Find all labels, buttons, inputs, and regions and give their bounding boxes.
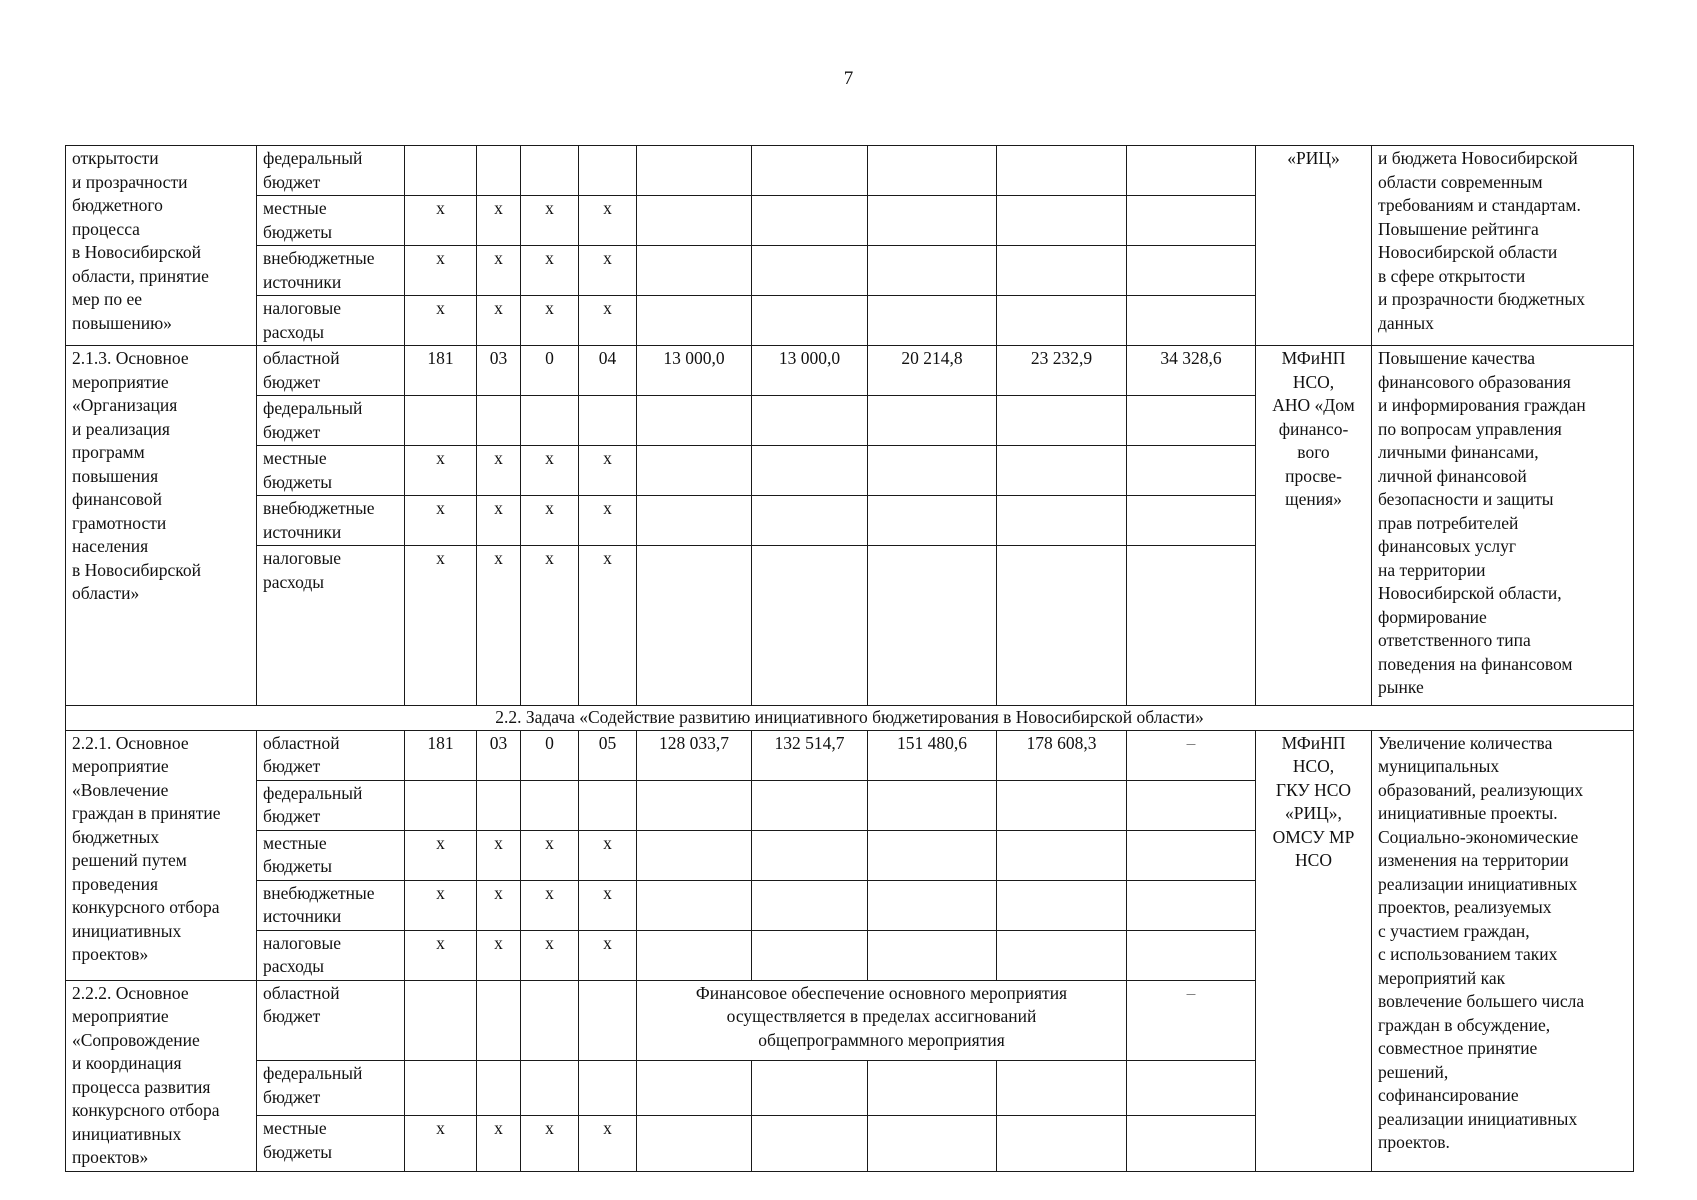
code-cell: x [521,546,579,706]
funding-source-cell: областной бюджет [257,980,405,1061]
code-cell: x [521,196,579,246]
amount-cell [868,246,997,296]
amount-cell [868,496,997,546]
amount-cell [752,1116,868,1171]
code-cell: x [579,1116,637,1171]
code-cell: x [521,496,579,546]
amount-cell [1127,930,1256,980]
code-cell: x [405,246,477,296]
amount-cell [868,1061,997,1116]
code-cell [579,780,637,830]
amount-cell [1127,1061,1256,1116]
funding-source-cell: областной бюджет [257,730,405,780]
amount-cell: 128 033,7 [637,730,752,780]
code-cell [405,396,477,446]
code-cell [477,780,521,830]
code-cell: 181 [405,346,477,396]
amount-cell [997,930,1127,980]
code-cell: x [521,296,579,346]
amount-cell: 132 514,7 [752,730,868,780]
amount-cell: 34 328,6 [1127,346,1256,396]
code-cell: x [521,246,579,296]
amount-cell [637,830,752,880]
code-cell: x [477,246,521,296]
code-cell: 0 [521,346,579,396]
code-cell: 03 [477,730,521,780]
funding-source-cell: местные бюджеты [257,196,405,246]
activity-cell: открытости и прозрачности бюджетного процесса в Новосибирской области, принятие мер по ее повышению» [66,146,257,346]
page-number: 7 [843,68,854,89]
amount-cell [637,930,752,980]
amount-cell [752,830,868,880]
code-cell [405,146,477,196]
amount-cell [637,880,752,930]
funding-source-cell: областной бюджет [257,346,405,396]
amount-cell [997,546,1127,706]
code-cell: x [579,296,637,346]
amount-cell [752,780,868,830]
code-cell: 05 [579,730,637,780]
amount-cell [868,780,997,830]
amount-cell [997,446,1127,496]
amount-cell [637,146,752,196]
amount-cell [1127,830,1256,880]
code-cell: x [405,446,477,496]
amount-cell [868,930,997,980]
amount-cell [1127,296,1256,346]
code-cell: x [579,546,637,706]
code-cell: x [521,880,579,930]
funding-source-cell: налоговые расходы [257,930,405,980]
amount-cell [752,880,868,930]
amount-cell [637,296,752,346]
code-cell: x [579,930,637,980]
code-cell: x [405,496,477,546]
code-cell: x [405,830,477,880]
code-cell: x [477,196,521,246]
amount-cell [752,930,868,980]
funding-source-cell: местные бюджеты [257,446,405,496]
amount-cell [997,196,1127,246]
program-activities-table [65,145,1634,1172]
amount-cell [997,780,1127,830]
amount-cell [752,246,868,296]
amount-cell [868,446,997,496]
amount-cell [997,1116,1127,1171]
code-cell: x [405,296,477,346]
code-cell: x [579,880,637,930]
amount-cell [997,146,1127,196]
amount-cell [637,1116,752,1171]
amount-cell [637,546,752,706]
amount-cell [997,880,1127,930]
amount-cell [868,546,997,706]
amount-cell [752,296,868,346]
amount-cell [1127,546,1256,706]
code-cell: x [477,296,521,346]
funding-source-cell: федеральный бюджет [257,146,405,196]
code-cell: x [579,830,637,880]
code-cell: x [405,196,477,246]
amount-cell [637,496,752,546]
code-cell: 181 [405,730,477,780]
amount-cell: – [1127,730,1256,780]
funding-source-cell: налоговые расходы [257,296,405,346]
code-cell [405,780,477,830]
amount-cell [997,496,1127,546]
funding-source-cell: местные бюджеты [257,830,405,880]
amount-cell: – [1127,980,1256,1061]
table-row [66,730,1634,780]
activity-cell: 2.1.3. Основное мероприятие «Организация и реализация программ повышения финансовой грамотности населения в Новосибирской области» [66,346,257,706]
code-cell: x [477,830,521,880]
amount-cell [637,196,752,246]
code-cell: x [521,446,579,496]
code-cell: x [477,446,521,496]
activity-cell: 2.2.2. Основное мероприятие «Сопровождение и координация процесса развития конкурсного отбора инициативных проектов» [66,980,257,1171]
amount-cell [637,1061,752,1116]
code-cell: x [579,446,637,496]
amount-cell [752,1061,868,1116]
code-cell: x [405,1116,477,1171]
amount-cell [868,830,997,880]
funding-source-cell: внебюджетные источники [257,880,405,930]
amount-cell [997,296,1127,346]
code-cell: x [521,930,579,980]
code-cell [521,146,579,196]
financing-note: Финансовое обеспечение основного мероприятия осуществляется в пределах ассигнований общепрограммного мероприятия [637,980,1127,1061]
executor-cell: МФиНП НСО, ГКУ НСО «РИЦ», ОМСУ МР НСО [1256,730,1372,1171]
amount-cell [1127,880,1256,930]
task-row [66,706,1634,731]
code-cell: x [521,830,579,880]
amount-cell [997,830,1127,880]
amount-cell [868,1116,997,1171]
funding-source-cell: внебюджетные источники [257,246,405,296]
amount-cell: 13 000,0 [637,346,752,396]
amount-cell [637,446,752,496]
activity-cell: 2.2.1. Основное мероприятие «Вовлечение граждан в принятие бюджетных решений путем проведения конкурсного отбора инициативных проектов» [66,730,257,980]
code-cell: 04 [579,346,637,396]
funding-source-cell: федеральный бюджет [257,780,405,830]
executor-cell: МФиНП НСО, АНО «Дом финансо- вого просве- щения» [1256,346,1372,706]
amount-cell [637,780,752,830]
code-cell [579,146,637,196]
amount-cell [997,246,1127,296]
amount-cell: 23 232,9 [997,346,1127,396]
code-cell [477,1061,521,1116]
code-cell [579,980,637,1061]
code-cell [521,780,579,830]
amount-cell [1127,446,1256,496]
amount-cell [997,1061,1127,1116]
funding-source-cell: федеральный бюджет [257,396,405,446]
expected-result-cell: и бюджета Новосибирской области современным требованиям и стандартам. Повышение рейтинга Новосибирской области в сфере открытости и прозрачности бюджетных данных [1372,146,1634,346]
code-cell: x [477,1116,521,1171]
code-cell: 0 [521,730,579,780]
amount-cell [868,296,997,346]
code-cell: 03 [477,346,521,396]
code-cell: x [405,930,477,980]
amount-cell [752,446,868,496]
amount-cell [868,146,997,196]
amount-cell [752,196,868,246]
code-cell [477,146,521,196]
expected-result-cell: Повышение качества финансового образования и информирования граждан по вопросам управления личными финансами, личной финансовой безопасности и защиты прав потребителей финансовых услуг на территории Новосибирской области, формирование ответственного типа поведения на финансовом рынке [1372,346,1634,706]
amount-cell [637,396,752,446]
code-cell: x [579,496,637,546]
code-cell [477,396,521,446]
executor-cell: «РИЦ» [1256,146,1372,346]
code-cell: x [477,930,521,980]
amount-cell [1127,780,1256,830]
amount-cell [997,396,1127,446]
table-row [66,146,1634,196]
code-cell: x [405,546,477,706]
amount-cell [1127,396,1256,446]
code-cell [579,396,637,446]
amount-cell [1127,1116,1256,1171]
code-cell: x [579,196,637,246]
amount-cell [868,196,997,246]
amount-cell: 20 214,8 [868,346,997,396]
code-cell: x [579,246,637,296]
code-cell [579,1061,637,1116]
code-cell [521,396,579,446]
amount-cell [1127,146,1256,196]
table-row [66,346,1634,396]
amount-cell: 13 000,0 [752,346,868,396]
amount-cell: 178 608,3 [997,730,1127,780]
code-cell: x [477,880,521,930]
code-cell [521,1061,579,1116]
funding-source-cell: федеральный бюджет [257,1061,405,1116]
code-cell [521,980,579,1061]
code-cell: x [405,880,477,930]
amount-cell [1127,496,1256,546]
code-cell [405,1061,477,1116]
amount-cell [1127,196,1256,246]
amount-cell [868,396,997,446]
amount-cell [1127,246,1256,296]
amount-cell [637,246,752,296]
funding-source-cell: налоговые расходы [257,546,405,706]
funding-source-cell: местные бюджеты [257,1116,405,1171]
funding-source-cell: внебюджетные источники [257,496,405,546]
task-heading: 2.2. Задача «Содействие развитию инициативного бюджетирования в Новосибирской области» [66,706,1634,731]
code-cell [405,980,477,1061]
code-cell: x [521,1116,579,1171]
amount-cell [752,546,868,706]
code-cell [477,980,521,1061]
amount-cell [752,396,868,446]
expected-result-cell: Увеличение количества муниципальных образований, реализующих инициативные проекты. Социально-экономические изменения на территории реализации инициативных проектов, реализуемых с участием граждан, с использованием таких мероприятий как вовлечение большего числа граждан в обсуждение, совместное принятие решений, софинансирование реализации инициативных проектов. [1372,730,1634,1171]
code-cell: x [477,546,521,706]
amount-cell [752,496,868,546]
code-cell: x [477,496,521,546]
amount-cell: 151 480,6 [868,730,997,780]
amount-cell [752,146,868,196]
amount-cell [868,880,997,930]
